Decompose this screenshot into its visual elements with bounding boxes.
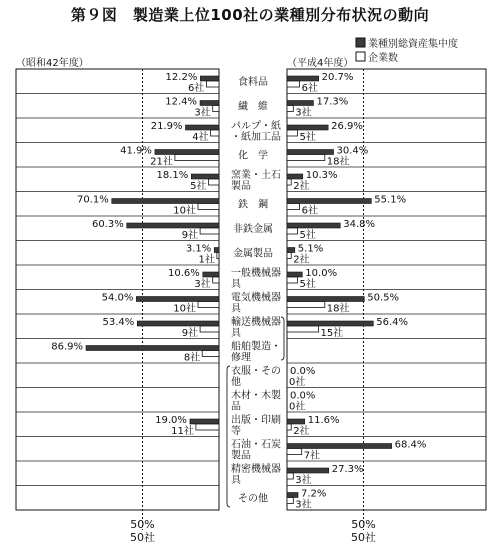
label-right-count: 3社 [295,107,312,119]
label-right-concentration: 20.7% [321,72,354,83]
category-label: ・紙加工品 [231,132,281,143]
bar-right-count [287,326,319,332]
bracket-transport-right [281,317,284,360]
category-label: 窯業・土石 [231,170,281,181]
reference-label-pct-right: 50% [351,518,376,531]
bar-right-concentration [287,125,328,130]
label-right-concentration: 30.4% [336,145,369,157]
category-label: 品 [231,401,241,413]
bar-left-count [217,253,219,259]
label-right-count: 2社 [293,426,310,437]
bar-left-count [211,130,219,136]
label-right-concentration: 34.8% [343,219,376,230]
category-label: 食料品 [238,77,268,88]
category-label: 具 [231,328,241,339]
category-label: 化 学 [238,150,268,162]
chart-title: 第９図 製造業上位100社の業種別分布状況の動向 [70,6,430,24]
label-left-concentration: 86.9% [51,341,84,353]
category-label: 他 [231,377,241,388]
label-left-count: 1社 [198,254,215,266]
label-right-count: 15社 [320,328,344,339]
bar-left-concentration [191,174,219,179]
bar-left-count [198,204,219,210]
bar-left-count [175,155,219,161]
category-label: 繊 維 [238,101,268,113]
bar-right-concentration [287,321,373,326]
category-label: 具 [231,475,241,486]
label-left-count: 9社 [181,230,199,241]
bar-left-count [198,302,219,308]
label-left-count: 3社 [194,107,211,119]
category-label: 一般機械器 [231,268,281,279]
label-right-count: 5社 [299,230,316,241]
category-label: パルプ・紙 [231,121,281,132]
category-label: 船舶製造・ [231,341,281,353]
category-label: 衣服・その [231,366,281,377]
label-left-count: 21社 [150,156,173,168]
bar-left-concentration [86,346,219,351]
legend-swatch-count [356,52,365,61]
bar-left-count [202,351,219,357]
label-right-concentration: 17.3% [316,96,349,108]
category-label: 輸送機械器 [231,317,281,328]
label-right-count: 18社 [326,303,350,315]
bar-left-count [213,106,219,112]
label-right-concentration: 0.0% [290,366,316,377]
label-left-count: 8社 [183,352,201,364]
label-right-count: 18社 [326,156,350,168]
label-left-count: 10社 [173,303,196,315]
bar-left-concentration [200,101,219,106]
label-right-count: 2社 [293,181,310,192]
label-right-count: 5社 [299,132,316,143]
category-label: 電気機械器 [231,292,281,304]
label-right-count: 6社 [301,205,318,217]
bar-right-count [287,204,300,210]
bar-right-concentration [287,297,364,302]
label-right-count: 7社 [303,450,321,462]
bar-right-count [287,424,291,430]
bar-right-concentration [287,248,295,253]
bar-right-count [287,106,293,112]
bar-right-count [287,253,291,259]
category-label: 鉄 鋼 [238,199,268,211]
bar-right-concentration [287,468,329,473]
bar-right-concentration [287,174,303,179]
reference-label-count-left: 50社 [130,531,155,544]
bar-left-count [200,228,219,234]
label-left-count: 11社 [171,426,194,437]
bracket-others-left [227,366,230,507]
label-right-concentration: 56.4% [376,317,409,328]
label-left-count: 9社 [181,328,199,339]
bar-right-concentration [287,150,334,155]
label-left-concentration: 3.1% [185,243,212,255]
bar-right-concentration [287,272,302,277]
category-label: 具 [231,303,241,315]
label-left-concentration: 19.0% [155,415,187,426]
bar-right-count [287,81,300,87]
category-label: 非鉄金属 [233,224,273,235]
bar-left-concentration [112,199,219,204]
bar-left-concentration [214,248,219,253]
label-right-concentration: 10.0% [305,268,338,279]
category-label: 石油・石炭 [231,439,281,451]
category-label: その他 [238,493,268,505]
bar-right-concentration [287,101,313,106]
bar-right-concentration [287,444,392,449]
category-label: 修理 [231,352,251,364]
label-right-concentration: 68.4% [394,439,427,451]
label-right-concentration: 0.0% [290,390,316,402]
bar-left-count [209,179,220,185]
bar-right-concentration [287,223,340,228]
legend-label-count: 企業数 [368,53,398,64]
bar-right-count [287,179,291,185]
reference-label-pct-left: 50% [130,518,155,531]
label-left-count: 10社 [173,205,196,217]
label-right-concentration: 7.2% [301,488,327,500]
bar-right-count [287,228,298,234]
label-right-concentration: 11.6% [307,415,340,426]
bar-left-count [206,81,219,87]
bar-right-concentration [287,76,319,81]
label-right-count: 5社 [299,279,316,290]
label-right-concentration: 26.9% [331,121,363,132]
bar-left-concentration [155,150,219,155]
label-left-count: 4社 [192,132,209,143]
bar-right-count [287,277,298,283]
label-right-concentration: 10.3% [305,170,338,181]
bar-left-concentration [136,297,219,302]
label-left-concentration: 60.3% [91,219,124,230]
bar-left-concentration [137,321,219,326]
label-left-concentration: 54.0% [101,292,134,304]
label-left-concentration: 10.6% [168,268,200,279]
bar-right-count [287,498,293,504]
label-right-count: 3社 [295,499,312,511]
label-left-concentration: 53.4% [102,317,135,328]
category-label: 精密機械器 [231,464,281,475]
category-label: 製品 [231,450,251,462]
bar-right-count [287,155,325,161]
bar-left-concentration [200,76,219,81]
label-right-count: 3社 [295,475,312,486]
bar-right-concentration [287,199,371,204]
category-label: 製品 [231,181,251,192]
label-left-count: 3社 [194,279,211,290]
bar-right-count [287,449,302,455]
bar-left-count [196,424,219,430]
bar-left-concentration [185,125,219,130]
label-right-count: 0社 [289,377,306,388]
label-left-concentration: 12.4% [165,96,198,108]
legend-swatch-concentration [356,38,365,47]
label-right-count: 0社 [289,401,306,413]
label-right-count: 6社 [301,83,318,94]
label-right-concentration: 50.5% [367,292,400,304]
category-label: 金属製品 [233,248,273,260]
label-left-concentration: 21.9% [150,121,183,132]
label-left-concentration: 12.2% [165,72,198,83]
bar-right-count [287,130,298,136]
reference-label-count-right: 50社 [351,531,376,544]
bar-right-count [287,473,293,479]
bar-right-concentration [287,493,298,498]
label-left-count: 5社 [190,181,207,192]
bar-left-count [213,277,219,283]
bar-right-concentration [287,419,305,424]
bar-left-concentration [127,223,219,228]
right-panel-title: （平成4年度） [287,58,354,69]
legend-label-concentration: 業種別総資産集中度 [368,39,458,50]
bar-right-count [287,302,325,308]
label-left-count: 6社 [188,83,205,94]
category-label: 等 [231,426,241,437]
label-right-concentration: 27.3% [331,464,364,475]
label-right-count: 2社 [293,254,310,266]
label-left-concentration: 70.1% [76,194,109,206]
category-label: 出版・印刷 [231,415,281,426]
label-right-concentration: 55.1% [374,194,407,206]
category-label: 木材・木製 [231,390,281,402]
label-left-concentration: 18.1% [156,170,189,181]
category-label: 具 [231,279,241,290]
label-right-concentration: 5.1% [297,243,324,255]
label-left-concentration: 41.9% [120,145,152,157]
bar-left-count [200,326,219,332]
left-panel-title: （昭和42年度） [16,58,89,69]
bar-left-concentration [203,272,219,277]
bar-left-concentration [190,419,219,424]
